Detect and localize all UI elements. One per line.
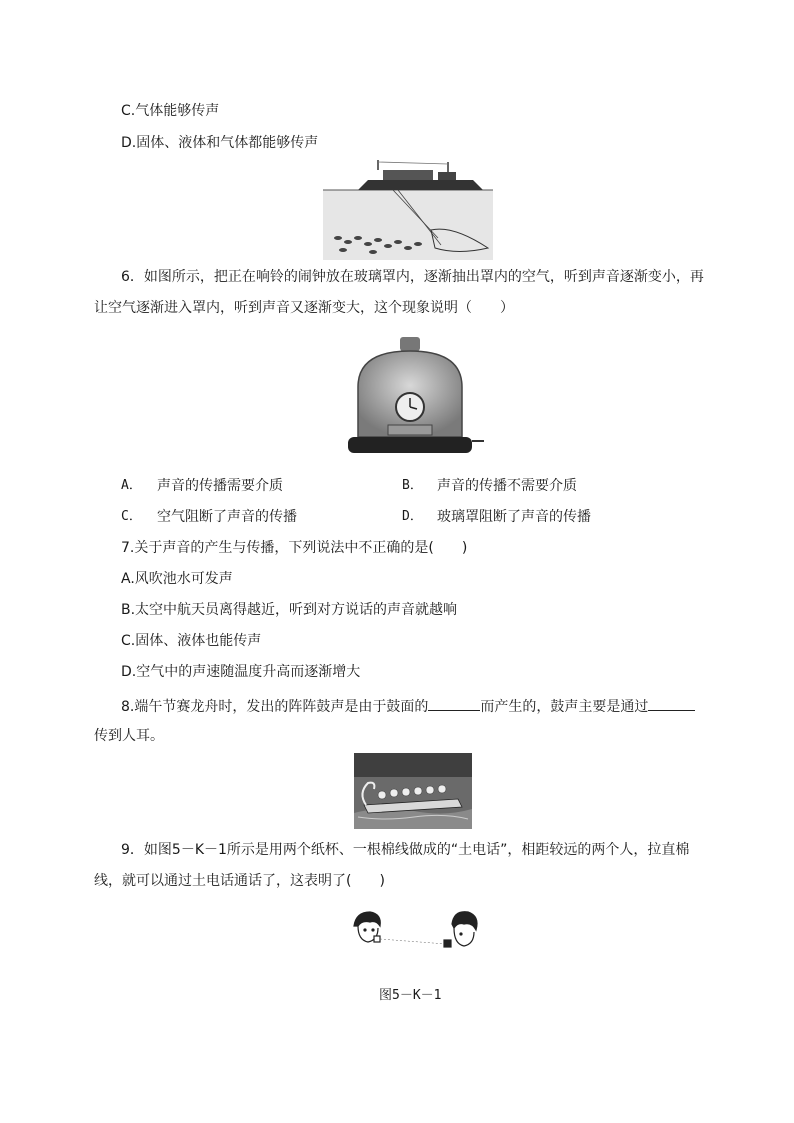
left-person: [354, 912, 380, 942]
q7-option-d: D.空气中的声速随温度升高而逐渐增大: [121, 664, 361, 680]
q5-option-d: D.固体、液体和气体都能够传声: [121, 135, 319, 151]
q7-option-a: A.风吹池水可发声: [121, 571, 233, 587]
q6-option-b-letter: B．: [402, 478, 423, 493]
q8-stem-part1: 8.端午节赛龙舟时，发出的阵阵鼓声是由于鼓面的: [121, 699, 429, 715]
fishing-boat-figure: [323, 160, 493, 260]
q6-stem-line1: 6．如图所示，把正在响铃的闹钟放在玻璃罩内，逐渐抽出罩内的空气，听到声音逐渐变小，再: [121, 269, 704, 285]
bell-jar-figure: [344, 337, 484, 465]
q8-stem-line2: 传到人耳。: [94, 728, 164, 744]
q6-option-b-text: 声音的传播不需要介质: [437, 478, 577, 494]
q8-stem-part2: 而产生的，鼓声主要是通过: [480, 699, 649, 715]
q6-stem-line2: 让空气逐渐进入罩内，听到声音又逐渐变大，这个现象说明（ ）: [94, 300, 514, 316]
q6-option-c-text: 空气阻断了声音的传播: [157, 509, 297, 525]
q7-option-c: C.固体、液体也能传声: [121, 633, 262, 649]
q8-answer-blank-2[interactable]: [648, 696, 695, 711]
dragon-boat-photo: [354, 753, 472, 829]
q9-stem-line1: 9．如图5－K－1所示是用两个纸杯、一根棉线做成的“土电话”，相距较远的两个人，拉直棉: [121, 842, 690, 858]
q6-option-c-letter: C．: [121, 509, 142, 524]
q7-stem: 7.关于声音的产生与传播，下列说法中不正确的是( ): [121, 540, 468, 556]
string-telephone-figure: [346, 908, 486, 958]
q8-answer-blank-1[interactable]: [428, 696, 480, 711]
q9-stem-line2: 线，就可以通过土电话通话了，这表明了( ): [94, 873, 385, 889]
q5-option-c: C.气体能够传声: [121, 103, 220, 119]
q6-option-d-text: 玻璃罩阻断了声音的传播: [437, 509, 591, 525]
right-person: [444, 912, 477, 947]
q6-option-a-letter: A．: [121, 478, 142, 493]
q6-option-a-text: 声音的传播需要介质: [157, 478, 283, 494]
q8-stem-line1: [121, 696, 695, 716]
q9-figure-caption: 图5－K－1: [379, 988, 442, 1003]
q6-option-d-letter: D．: [402, 509, 423, 524]
q7-option-b: B.太空中航天员离得越近，听到对方说话的声音就越响: [121, 602, 458, 618]
